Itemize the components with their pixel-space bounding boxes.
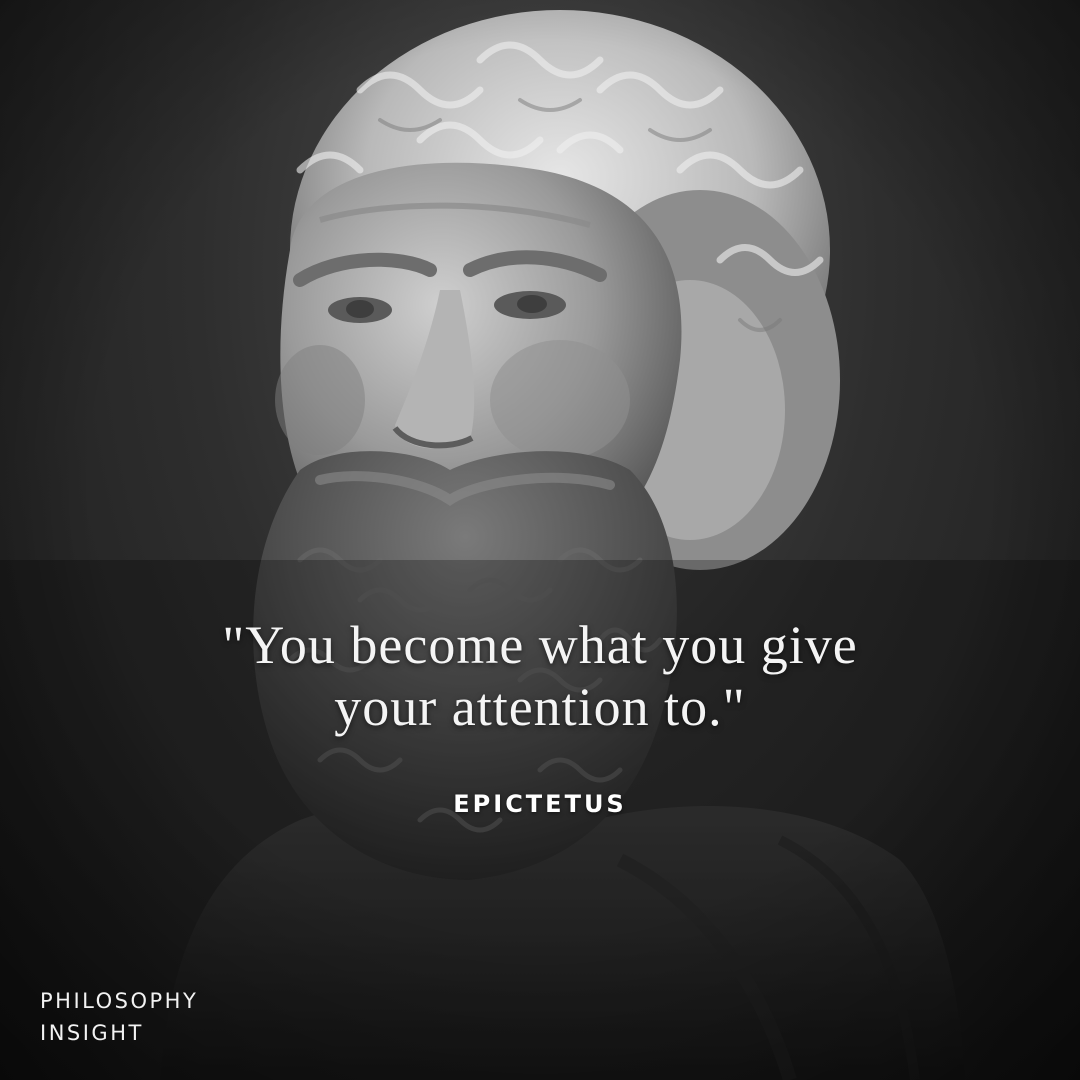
quote-line-1: "You become what you give [222,615,858,675]
quote-line-2: your attention to." [334,677,746,737]
brand-line-2: INSIGHT [40,1021,144,1045]
quote-text [90,614,990,738]
brand-logo [40,985,198,1049]
brand-line-1: PHILOSOPHY [40,989,199,1013]
quote-author: EPICTETUS [453,790,627,818]
